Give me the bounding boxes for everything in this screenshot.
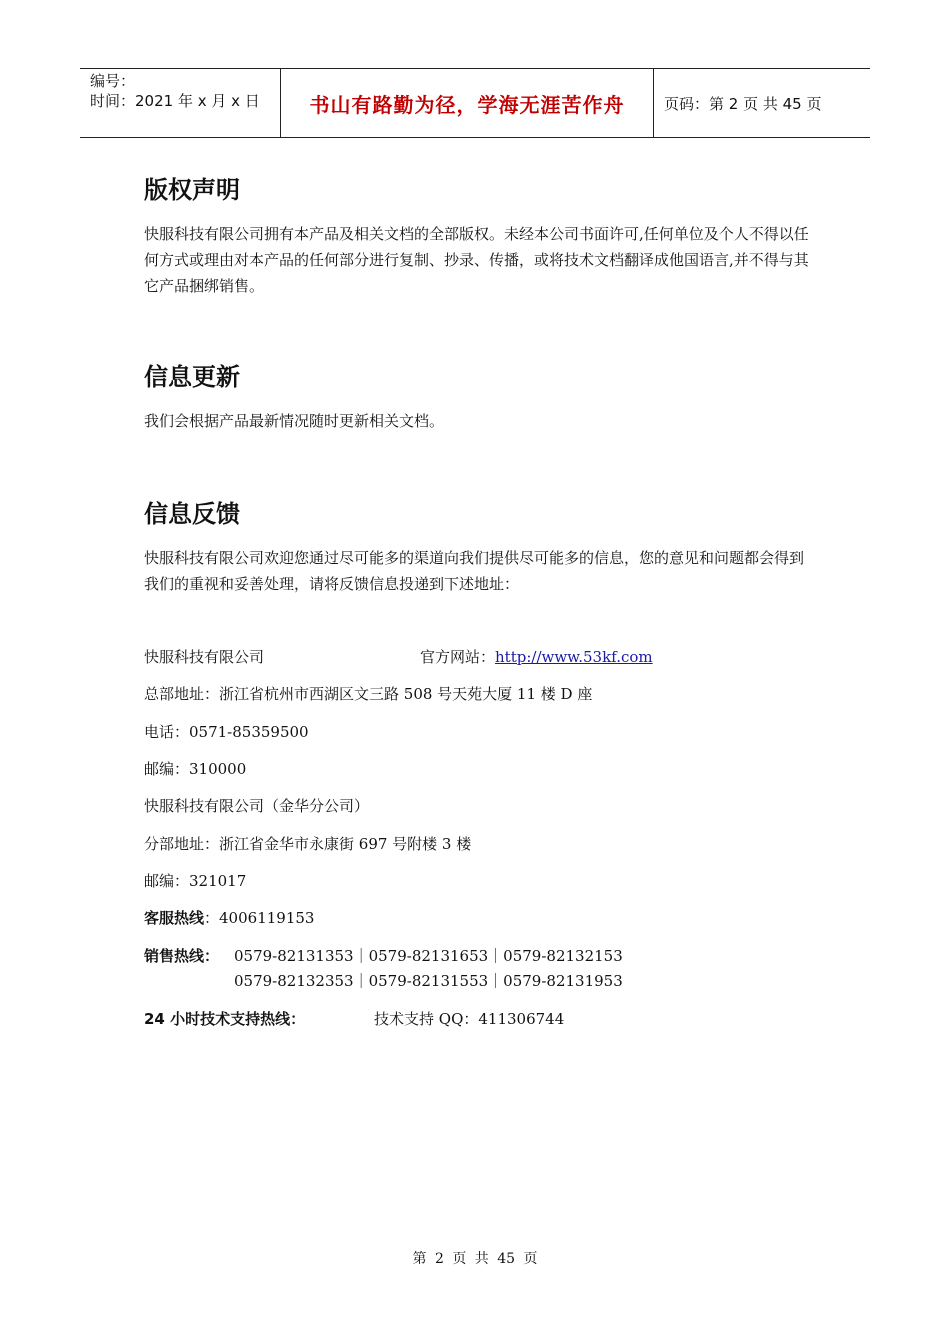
document-time: 时间：2021 年 x 月 x 日: [90, 92, 260, 110]
hq-address: 总部地址：浙江省杭州市西湖区文三路 508 号天苑大厦 11 楼 D 座: [144, 685, 593, 703]
support-qq: 技术支持 QQ：411306744: [374, 1010, 565, 1028]
copyright-heading: 版权声明: [144, 176, 240, 204]
company-name: 快服科技有限公司: [144, 648, 265, 666]
header-motto: 书山有路勤为径，学海无涯苦作舟: [281, 69, 654, 137]
copyright-body: 快服科技有限公司拥有本产品及相关文档的全部版权。未经本公司书面许可,任何单位及个人不得以任何方式或理由对本产品的任何部分进行复制、抄录、传播，或将技术文档翻译成他国语言,并不得与其它产品捆绑销售。: [144, 225, 809, 295]
website-row: [420, 647, 653, 667]
phone: 电话：0571-85359500: [144, 723, 309, 741]
footer-ye: 页: [452, 1251, 467, 1267]
feedback-body: 快服科技有限公司欢迎您通过尽可能多的渠道向我们提供尽可能多的信息，您的意见和问题都会得到我们的重视和妥善处理，请将反馈信息投递到下述地址：: [144, 549, 805, 593]
sales-hotline-line2: 0579-82132353｜0579-82131553｜0579-82131953: [234, 972, 623, 990]
footer-page-number: 2: [434, 1251, 444, 1267]
company-line: [144, 647, 653, 667]
website-label: 官方网站：: [420, 648, 496, 666]
header-page-number: 页码：第 2 页 共 45 页: [664, 94, 822, 113]
service-hotline: [144, 908, 314, 928]
footer-total-pages: 45: [497, 1251, 516, 1267]
service-hotline-number: ：4006119153: [204, 909, 315, 927]
website-link[interactable]: http://www.53kf.com: [495, 648, 653, 666]
update-heading: 信息更新: [144, 363, 240, 391]
footer-gong: 共: [474, 1251, 489, 1267]
sales-hotline: [144, 946, 623, 966]
page-header: [80, 68, 870, 138]
branch-address: 分部地址：浙江省金华市永康街 697 号附楼 3 楼: [144, 835, 472, 853]
feedback-heading: 信息反馈: [144, 500, 240, 528]
support-hotline: [144, 1009, 565, 1029]
postcode-branch: 邮编：321017: [144, 872, 247, 890]
branch-company: 快服科技有限公司（金华分公司）: [144, 797, 370, 815]
footer-di: 第: [412, 1251, 427, 1267]
sales-hotline-line1: 0579-82131353｜0579-82131653｜0579-82132153: [234, 947, 623, 965]
update-body: 我们会根据产品最新情况随时更新相关文档。: [144, 412, 445, 430]
footer-ye-total: 页: [523, 1251, 538, 1267]
postcode-hq: 邮编：310000: [144, 760, 247, 778]
support-hotline-label: 24 小时技术支持热线：: [144, 1010, 306, 1028]
page-footer: [0, 1248, 950, 1268]
sales-hotline-label: 销售热线：: [144, 947, 220, 965]
document-number: 编号：: [90, 72, 136, 90]
service-hotline-label: 客服热线: [144, 909, 205, 927]
header-meta: [80, 69, 281, 137]
